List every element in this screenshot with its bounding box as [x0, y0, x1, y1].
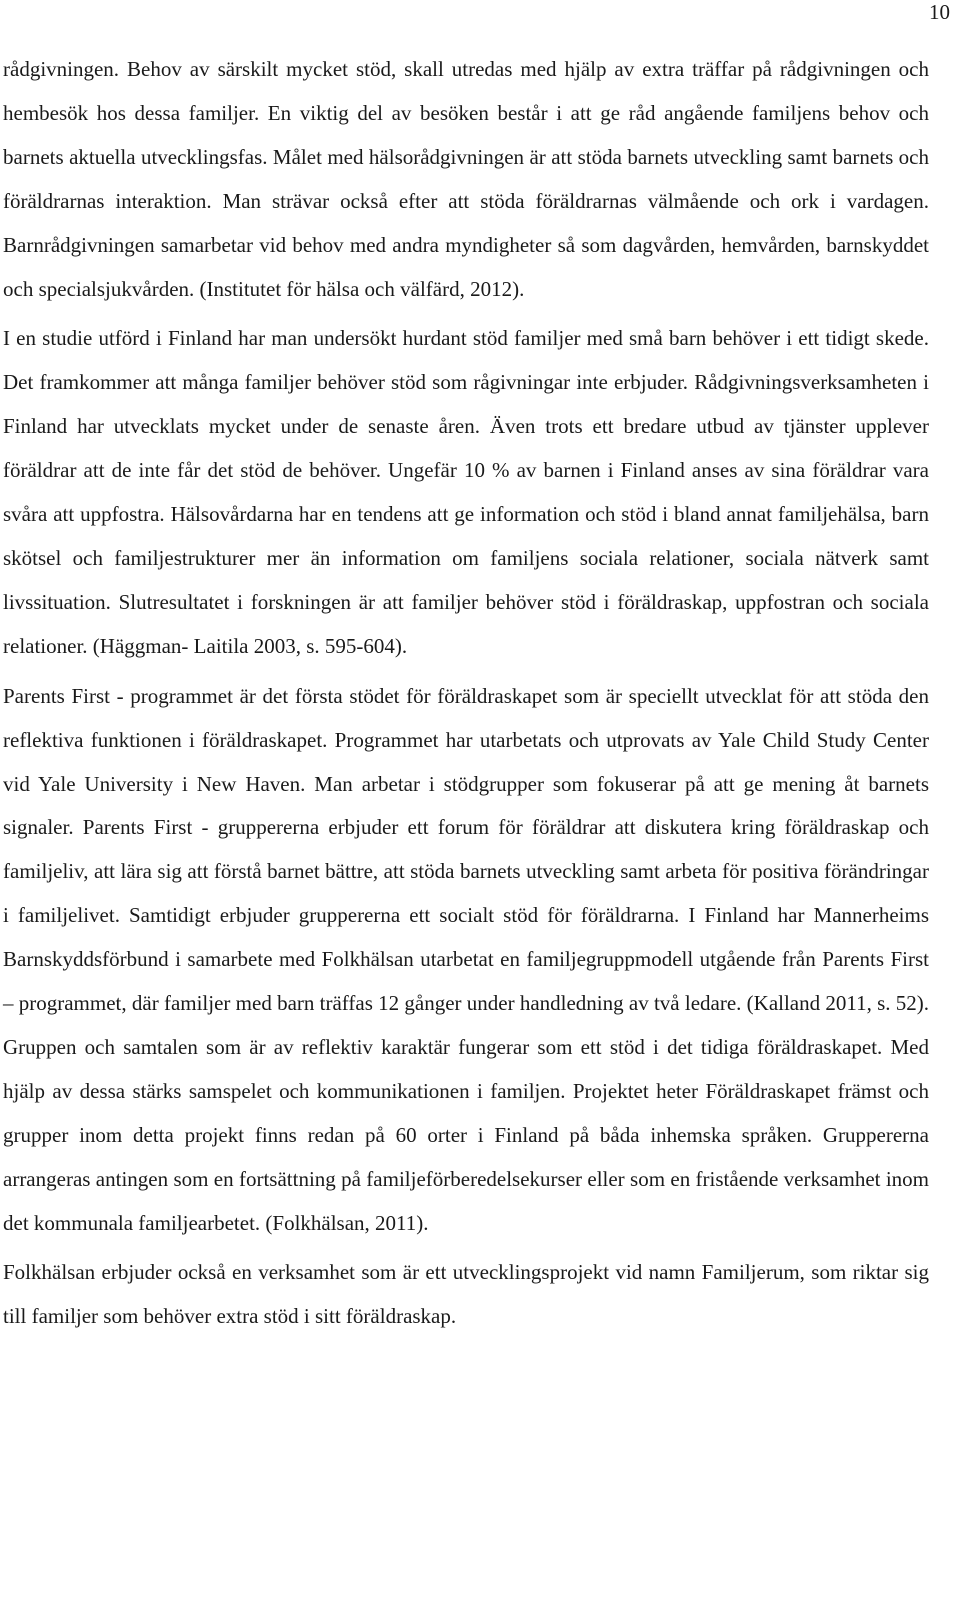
- paragraph-parents-first: Parents First - programmet är det första stödet för föräldraskapet som är speciellt utvecklat för att stöda den reflektiva funktionen i föräldraskapet. Programmet har utarbetats och utprovats av Yale Child Study Center vid Yale University i New Haven. Man arbetar i stödgrupper som fokuserar på att ge mening åt barnets signaler. Parents First - gruppererna erbjuder ett forum för föräldrar att diskutera kring föräldraskap och familjeliv, att lära sig att förstå barnet bättre, att stöda barnets utveckling samt arbeta för positiva förändringar i familjelivet. Samtidigt erbjuder gruppererna ett socialt stöd för föräldrarna. I Finland har Mannerheims Barnskyddsförbund i samarbete med Folkhälsan utarbetat en familjegruppmodell utgående från Parents First – programmet, där familjer med barn träffas 12 gånger under handledning av två ledare. (Kalland 2011, s. 52). Gruppen och samtalen som är av reflektiv karaktär fungerar som ett stöd i det tidiga föräldraskapet. Med hjälp av dessa stärks samspelet och kommunikationen i familjen. Projektet heter Föräldraskapet främst och grupper inom detta projekt finns redan på 60 orter i Finland på båda inhemska språken. Gruppererna arrangeras antingen som en fortsättning på familjeförberedelsekurser eller som en fristående verksamhet inom det kommunala familjearbetet. (Folkhälsan, 2011).: [3, 683, 930, 1235]
- page-number: 10: [929, 0, 950, 24]
- paragraph-barnradgivning: rådgivningen. Behov av särskilt mycket stöd, skall utredas med hjälp av extra träffar på rådgivningen och hembesök hos dessa familjer. En viktig del av besöken består i att ge råd angående familjens behov och barnets aktuella utvecklingsfas. Målet med hälsorådgivningen är att stöda barnets utveckling samt barnets och föräldrarnas interaktion. Man strävar också efter att stöda föräldrarnas välmående och ork i vardagen. Barnrådgivningen samarbetar vid behov med andra myndigheter så som dagvården, hemvården, barnskyddet och specialsjukvården. (Institutet för hälsa och välfärd, 2012).: [3, 57, 929, 301]
- paragraph-familjerum: Folkhälsan erbjuder också en verksamhet som är ett utvecklingsprojekt vid namn Familjerum, som riktar sig till familjer som behöver extra stöd i sitt föräldraskap.: [3, 1260, 929, 1329]
- document-body: [3, 48, 929, 1339]
- paragraph-finland-study: I en studie utförd i Finland har man undersökt hurdant stöd familjer med små barn behöver i ett tidigt skede. Det framkommer att många familjer behöver stöd som rågivningar inte erbjuder. Rådgivningsverksamheten i Finland har utvecklats mycket under de senaste åren. Även trots ett bredare utbud av tjänster upplever föräldrar att de inte får det stöd de behöver. Ungefär 10 % av barnen i Finland anses av sina föräldrar vara svåra att uppfostra. Hälsovårdarna har en tendens att ge information och stöd i bland annat familjehälsa, barn skötsel och familjestrukturer mer än information om familjens sociala relationer, sociala nätverk samt livssituation. Slutresultatet i forskningen är att familjer behöver stöd i föräldraskap, uppfostran och sociala relationer. (Häggman- Laitila 2003, s. 595-604).: [3, 326, 929, 658]
